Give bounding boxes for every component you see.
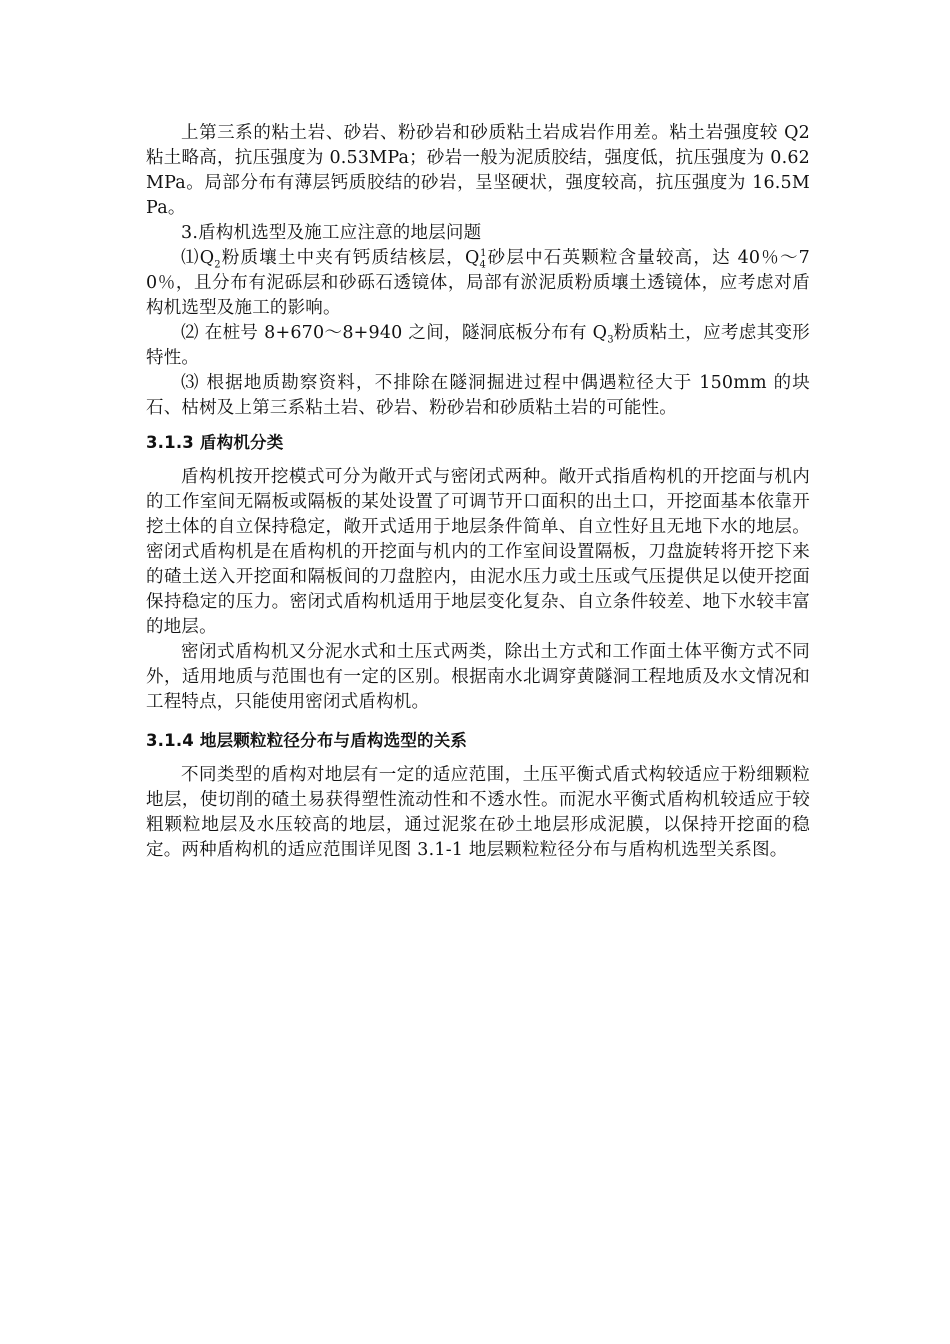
item1-rest: 砂层中石英颗粒含量较高，达 40％～70％，且分布有泥砾层和砂砾石透镜体，局部有淤泥质粉质壤土透镜体，应考虑对盾构机选型及施工的影响。 xyxy=(146,248,811,318)
heading-3-1-4: 3.1.4 地层颗粒粒径分布与盾构选型的关系 xyxy=(146,731,468,750)
item2-rest: 粉质粘土，应考虑其变形特性。 xyxy=(146,323,810,368)
list-item-1 xyxy=(146,246,810,321)
paragraph-closed-shield: 密闭式盾构机又分泥水式和土压式两类，除出土方式和工作面土体平衡方式不同外，适用地质与范围也有一定的区别。根据南水北调穿黄隧洞工程地质及水文情况和工程特点，只能使用密闭式盾构机。 xyxy=(146,642,810,712)
paragraph-shield-types: 盾构机按开挖模式可分为敞开式与密闭式两种。敞开式指盾构机的开挖面与机内的工作室间无隔板或隔板的某处设置了可调节开口面积的出土口，开挖面基本依靠开挖土体的自立保持稳定，敞开式适用于地层条件简单、自立性好且无地下水的地层。密闭式盾构机是在盾构机的开挖面与机内的工作室间设置隔板，刀盘旋转将开挖下来的碴土送入开挖面和隔板间的刀盘腔内，由泥水压力或土压或气压提供足以使开挖面保持稳定的压力。密闭式盾构机适用于地层变化复杂、自立条件较差、地下水较丰富的地层。 xyxy=(146,467,810,637)
item2-prefix: ⑵ 在桩号 8+670～8+940 之间，隧洞底板分布有 Q xyxy=(181,323,608,343)
list-item-2 xyxy=(146,321,810,371)
item1-middle: 粉质壤土中夹有钙质结核层，Q xyxy=(220,248,480,268)
item1-subscript: 2 xyxy=(214,259,221,271)
item1-prefix: ⑴Q xyxy=(181,248,215,268)
item1-superscript: 1 xyxy=(480,248,487,260)
paragraph-grain-size: 不同类型的盾构对地层有一定的适应范围，土压平衡式盾式构较适应于粉细颗粒地层，使切削的碴土易获得塑性流动性和不透水性。而泥水平衡式盾构机较适应于较粗颗粒地层及水压较高的地层，通过泥浆在砂土地层形成泥膜，以保持开挖面的稳定。两种盾构机的适应范围详见图 3.1-1 地层颗粒粒径分布与盾构机选型关系图。 xyxy=(146,765,810,860)
item2-subscript: 3 xyxy=(607,334,614,346)
list-item-3: ⑶ 根据地质勘察资料，不排除在隧洞掘进过程中偶遇粒径大于 150mm 的块石、枯树及上第三系粘土岩、砂岩、粉砂岩和砂质粘土岩的可能性。 xyxy=(146,373,810,418)
paragraph-tertiary-rocks: 上第三系的粘土岩、砂岩、粉砂岩和砂质粘土岩成岩作用差。粘土岩强度较 Q2 粘土略高，抗压强度为 0.53MPa；砂岩一般为泥质胶结，强度低，抗压强度为 0.62MPa。局部分布有薄层钙质胶结的砂岩，呈坚硬状，强度较高，抗压强度为 16.5MPa。 xyxy=(146,123,810,218)
paragraph-shield-issues-title: 3.盾构机选型及施工应注意的地层问题 xyxy=(181,223,482,243)
document-body xyxy=(146,121,810,863)
heading-3-1-3: 3.1.3 盾构机分类 xyxy=(146,433,284,452)
item1-subscript-2: 4 xyxy=(479,259,487,271)
